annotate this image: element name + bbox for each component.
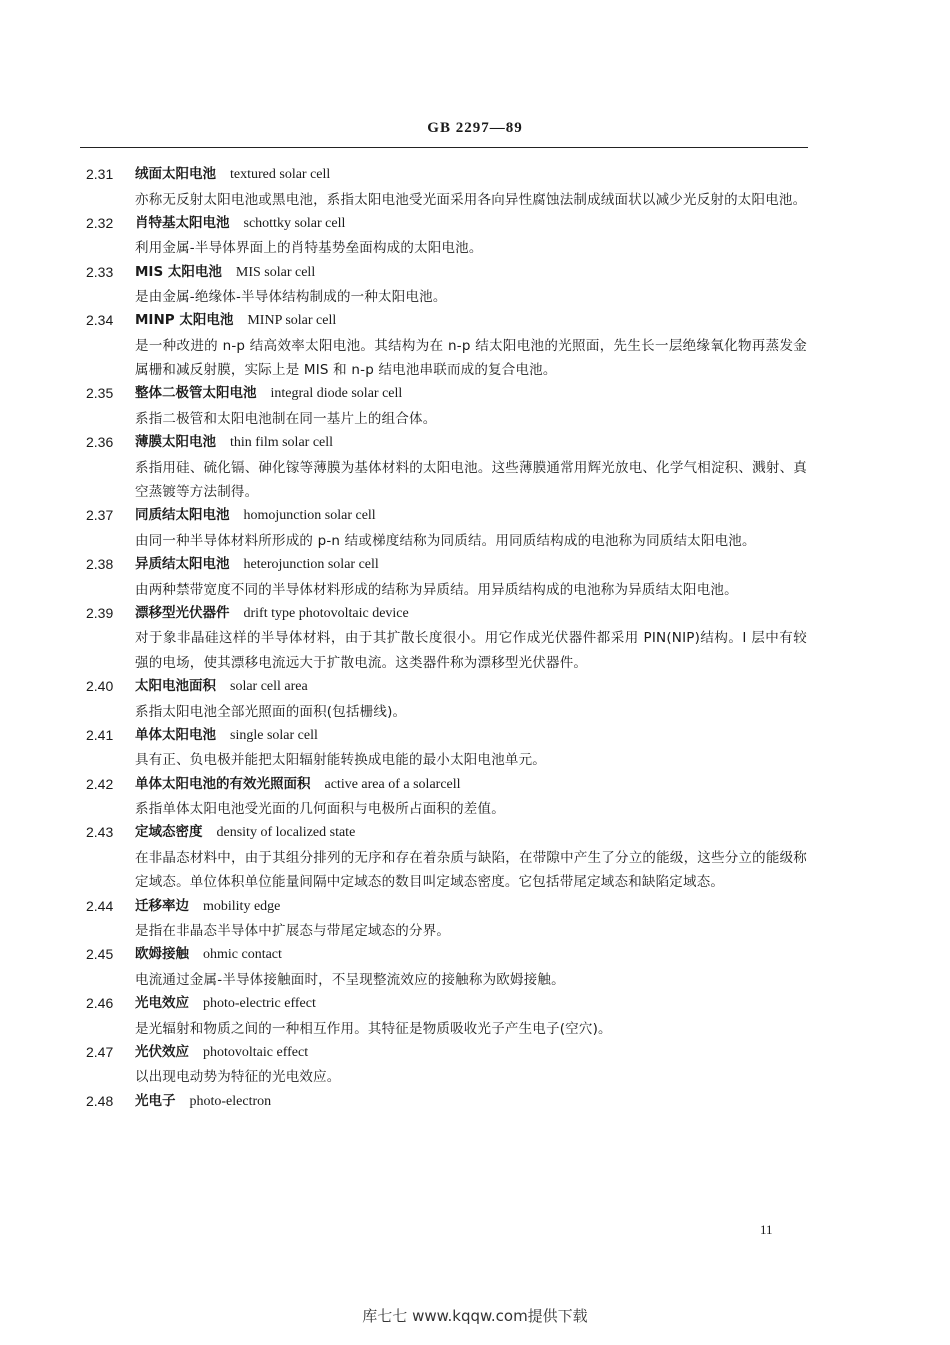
term-definition: 系指太阳电池全部光照面的面积(包括栅线)。 xyxy=(135,703,407,720)
clause-number: 2.46 xyxy=(86,995,114,1012)
term-zh-text: 光伏效应 xyxy=(135,1043,189,1060)
term-heading xyxy=(0,724,950,749)
clause-number: 2.40 xyxy=(86,678,114,695)
term-definition: 对于象非晶硅这样的半导体材料，由于其扩散长度很小。用它作成光伏器件都采用 PIN(NIP)结构。I 层中有较强的电场，使其漂移电流远大于扩散电流。这类器件称为漂移型光伏器件。 xyxy=(135,630,807,671)
header-rule xyxy=(80,147,808,148)
term-zh xyxy=(135,602,409,625)
term-en: thin film solar cell xyxy=(230,435,334,451)
clause-number: 2.39 xyxy=(86,604,114,621)
term-en: MIS solar cell xyxy=(235,264,316,280)
term-entry xyxy=(0,724,950,773)
term-heading xyxy=(0,553,950,578)
term-heading xyxy=(0,261,950,286)
term-zh xyxy=(135,724,318,747)
term-zh-text: 太阳电池面积 xyxy=(135,678,216,695)
clause-number: 2.41 xyxy=(86,726,114,743)
term-zh-text: MIS 太阳电池 xyxy=(135,263,222,280)
clause-number: 2.37 xyxy=(86,507,114,524)
term-heading xyxy=(0,773,950,798)
term-zh-text: 光电子 xyxy=(135,1092,176,1109)
term-zh xyxy=(135,675,308,698)
clause-number: 2.45 xyxy=(86,946,114,963)
term-zh-text: 绒面太阳电池 xyxy=(135,166,216,182)
term-definition: 是指在非晶态半导体中扩展态与带尾定域态的分界。 xyxy=(135,923,451,940)
clause-number: 2.32 xyxy=(86,214,114,231)
term-en: ohmic contact xyxy=(203,947,282,963)
term-heading xyxy=(0,431,950,456)
term-zh-text: 肖特基太阳电池 xyxy=(135,214,230,231)
page-number: 11 xyxy=(760,1222,773,1237)
term-definition: 在非晶态材料中，由于其组分排列的无序和存在着杂质与缺陷，在带隙中产生了分立的能级，这些分立的能级称定域态。单位体积单位能量间隔中定域态的数目叫定域态密度。它包括带尾定域态和缺陷定域态。 xyxy=(135,849,807,891)
term-entry xyxy=(0,553,950,602)
term-zh xyxy=(135,821,355,844)
term-heading xyxy=(0,212,950,237)
term-heading xyxy=(0,895,950,920)
term-zh-text: 迁移率边 xyxy=(135,897,189,914)
term-definition: 系指用硅、硫化镉、砷化镓等薄膜为基体材料的太阳电池。这些薄膜通常用辉光放电、化学气相淀积、溅射、真空蒸镀等方法制得。 xyxy=(135,459,807,501)
term-zh-text: 整体二极管太阳电池 xyxy=(135,385,257,402)
term-heading xyxy=(0,1090,950,1115)
term-zh-text: MINP 太阳电池 xyxy=(135,312,234,329)
term-zh xyxy=(135,895,280,918)
term-entry xyxy=(0,431,950,504)
term-list xyxy=(0,163,950,1114)
download-footer: 库七七 www.kqqw.com提供下载 xyxy=(362,1307,588,1325)
term-definition: 由两种禁带宽度不同的半导体材料形成的结称为异质结。用异质结构成的电池称为异质结太阳电池。 xyxy=(135,581,738,598)
term-heading xyxy=(0,504,950,529)
term-entry xyxy=(0,1090,950,1115)
term-definition: 利用金属-半导体界面上的肖特基势垒面构成的太阳电池。 xyxy=(135,240,483,257)
term-entry xyxy=(0,163,950,212)
term-heading xyxy=(0,1041,950,1066)
term-entry xyxy=(0,504,950,553)
clause-number: 2.35 xyxy=(86,385,114,402)
term-zh xyxy=(135,992,316,1015)
term-en: active area of a solarcell xyxy=(324,776,461,792)
term-zh xyxy=(135,943,282,966)
clause-number: 2.31 xyxy=(86,166,114,182)
term-en: heterojunction solar cell xyxy=(243,557,379,573)
term-entry xyxy=(0,992,950,1041)
term-entry xyxy=(0,382,950,431)
term-zh xyxy=(135,504,376,527)
term-heading xyxy=(0,821,950,846)
term-zh xyxy=(135,261,315,284)
term-heading xyxy=(0,163,950,188)
term-entry xyxy=(0,895,950,944)
term-entry xyxy=(0,309,950,382)
term-en: photo-electric effect xyxy=(203,996,316,1012)
term-zh-text: 光电效应 xyxy=(135,995,189,1012)
term-zh-text: 单体太阳电池 xyxy=(135,726,216,743)
page-header: GB 2297—89 xyxy=(427,120,523,136)
term-entry xyxy=(0,675,950,724)
clause-number: 2.36 xyxy=(86,434,114,451)
term-heading xyxy=(0,309,950,334)
term-definition: 系指二极管和太阳电池制在同一基片上的组合体。 xyxy=(135,410,437,427)
term-zh-text: 异质结太阳电池 xyxy=(135,556,230,573)
term-definition: 亦称无反射太阳电池或黑电池，系指太阳电池受光面采用各向异性腐蚀法制成绒面状以减少光反射的太阳电池。 xyxy=(135,191,807,208)
term-entry xyxy=(0,943,950,992)
term-definition: 是一种改进的 n-p 结高效率太阳电池。其结构为在 n-p 结太阳电池的光照面，先生长一层绝缘氧化物再蒸发金属栅和减反射膜，实际上是 MIS 和 n-p 结电池串联而成的复合电池。 xyxy=(135,337,807,379)
term-definition: 以出现电动势为特征的光电效应。 xyxy=(135,1069,341,1086)
term-zh xyxy=(135,553,379,576)
clause-number: 2.38 xyxy=(86,556,114,573)
term-en: mobility edge xyxy=(203,898,281,914)
term-en: density of localized state xyxy=(216,825,356,841)
term-en: integral diode solar cell xyxy=(270,386,403,402)
term-en: schottky solar cell xyxy=(243,215,346,231)
term-zh xyxy=(135,212,345,235)
term-definition: 是由金属-绝缘体-半导体结构制成的一种太阳电池。 xyxy=(135,289,447,306)
term-zh-text: 薄膜太阳电池 xyxy=(135,434,216,451)
term-zh-text: 欧姆接触 xyxy=(135,946,189,963)
term-zh xyxy=(135,1090,271,1113)
term-zh-text: 定域态密度 xyxy=(135,824,203,841)
term-zh-text: 同质结太阳电池 xyxy=(135,507,230,524)
term-heading xyxy=(0,382,950,407)
term-heading xyxy=(0,602,950,627)
term-en: single solar cell xyxy=(230,727,318,743)
term-definition: 是光辐射和物质之间的一种相互作用。其特征是物质吸收光子产生电子(空穴)。 xyxy=(135,1020,612,1037)
term-en: homojunction solar cell xyxy=(243,508,376,524)
clause-number: 2.33 xyxy=(86,263,114,280)
term-heading xyxy=(0,943,950,968)
term-zh xyxy=(135,163,330,186)
term-zh xyxy=(135,773,461,796)
clause-number: 2.44 xyxy=(86,897,114,914)
term-zh xyxy=(135,309,336,332)
term-zh-text: 漂移型光伏器件 xyxy=(135,604,230,621)
term-definition: 由同一种半导体材料所形成的 p-n 结或梯度结称为同质结。用同质结构成的电池称为同质结太阳电池。 xyxy=(135,532,756,549)
term-en: photo-electron xyxy=(189,1093,272,1109)
term-en: drift type photovoltaic device xyxy=(243,605,409,621)
term-entry xyxy=(0,602,950,675)
term-en: textured solar cell xyxy=(230,167,331,182)
clause-number: 2.43 xyxy=(86,824,114,841)
term-entry xyxy=(0,821,950,894)
term-heading xyxy=(0,992,950,1017)
term-en: solar cell area xyxy=(230,679,308,695)
term-zh xyxy=(135,1041,308,1064)
term-entry xyxy=(0,212,950,261)
term-zh xyxy=(135,431,333,454)
term-entry xyxy=(0,1041,950,1090)
term-definition: 系指单体太阳电池受光面的几何面积与电极所占面积的差值。 xyxy=(135,801,505,818)
clause-number: 2.48 xyxy=(86,1092,114,1109)
term-heading xyxy=(0,675,950,700)
term-definition: 电流通过金属-半导体接触面时，不呈现整流效应的接触称为欧姆接触。 xyxy=(135,971,565,988)
term-en: photovoltaic effect xyxy=(203,1044,309,1060)
term-entry xyxy=(0,261,950,310)
term-zh xyxy=(135,382,402,405)
term-entry xyxy=(0,773,950,822)
term-definition: 具有正、负电极并能把太阳辐射能转换成电能的最小太阳电池单元。 xyxy=(135,752,546,769)
clause-number: 2.34 xyxy=(86,312,114,329)
term-zh-text: 单体太阳电池的有效光照面积 xyxy=(135,775,311,792)
term-en: MINP solar cell xyxy=(247,313,337,329)
clause-number: 2.42 xyxy=(86,775,114,792)
clause-number: 2.47 xyxy=(86,1043,114,1060)
